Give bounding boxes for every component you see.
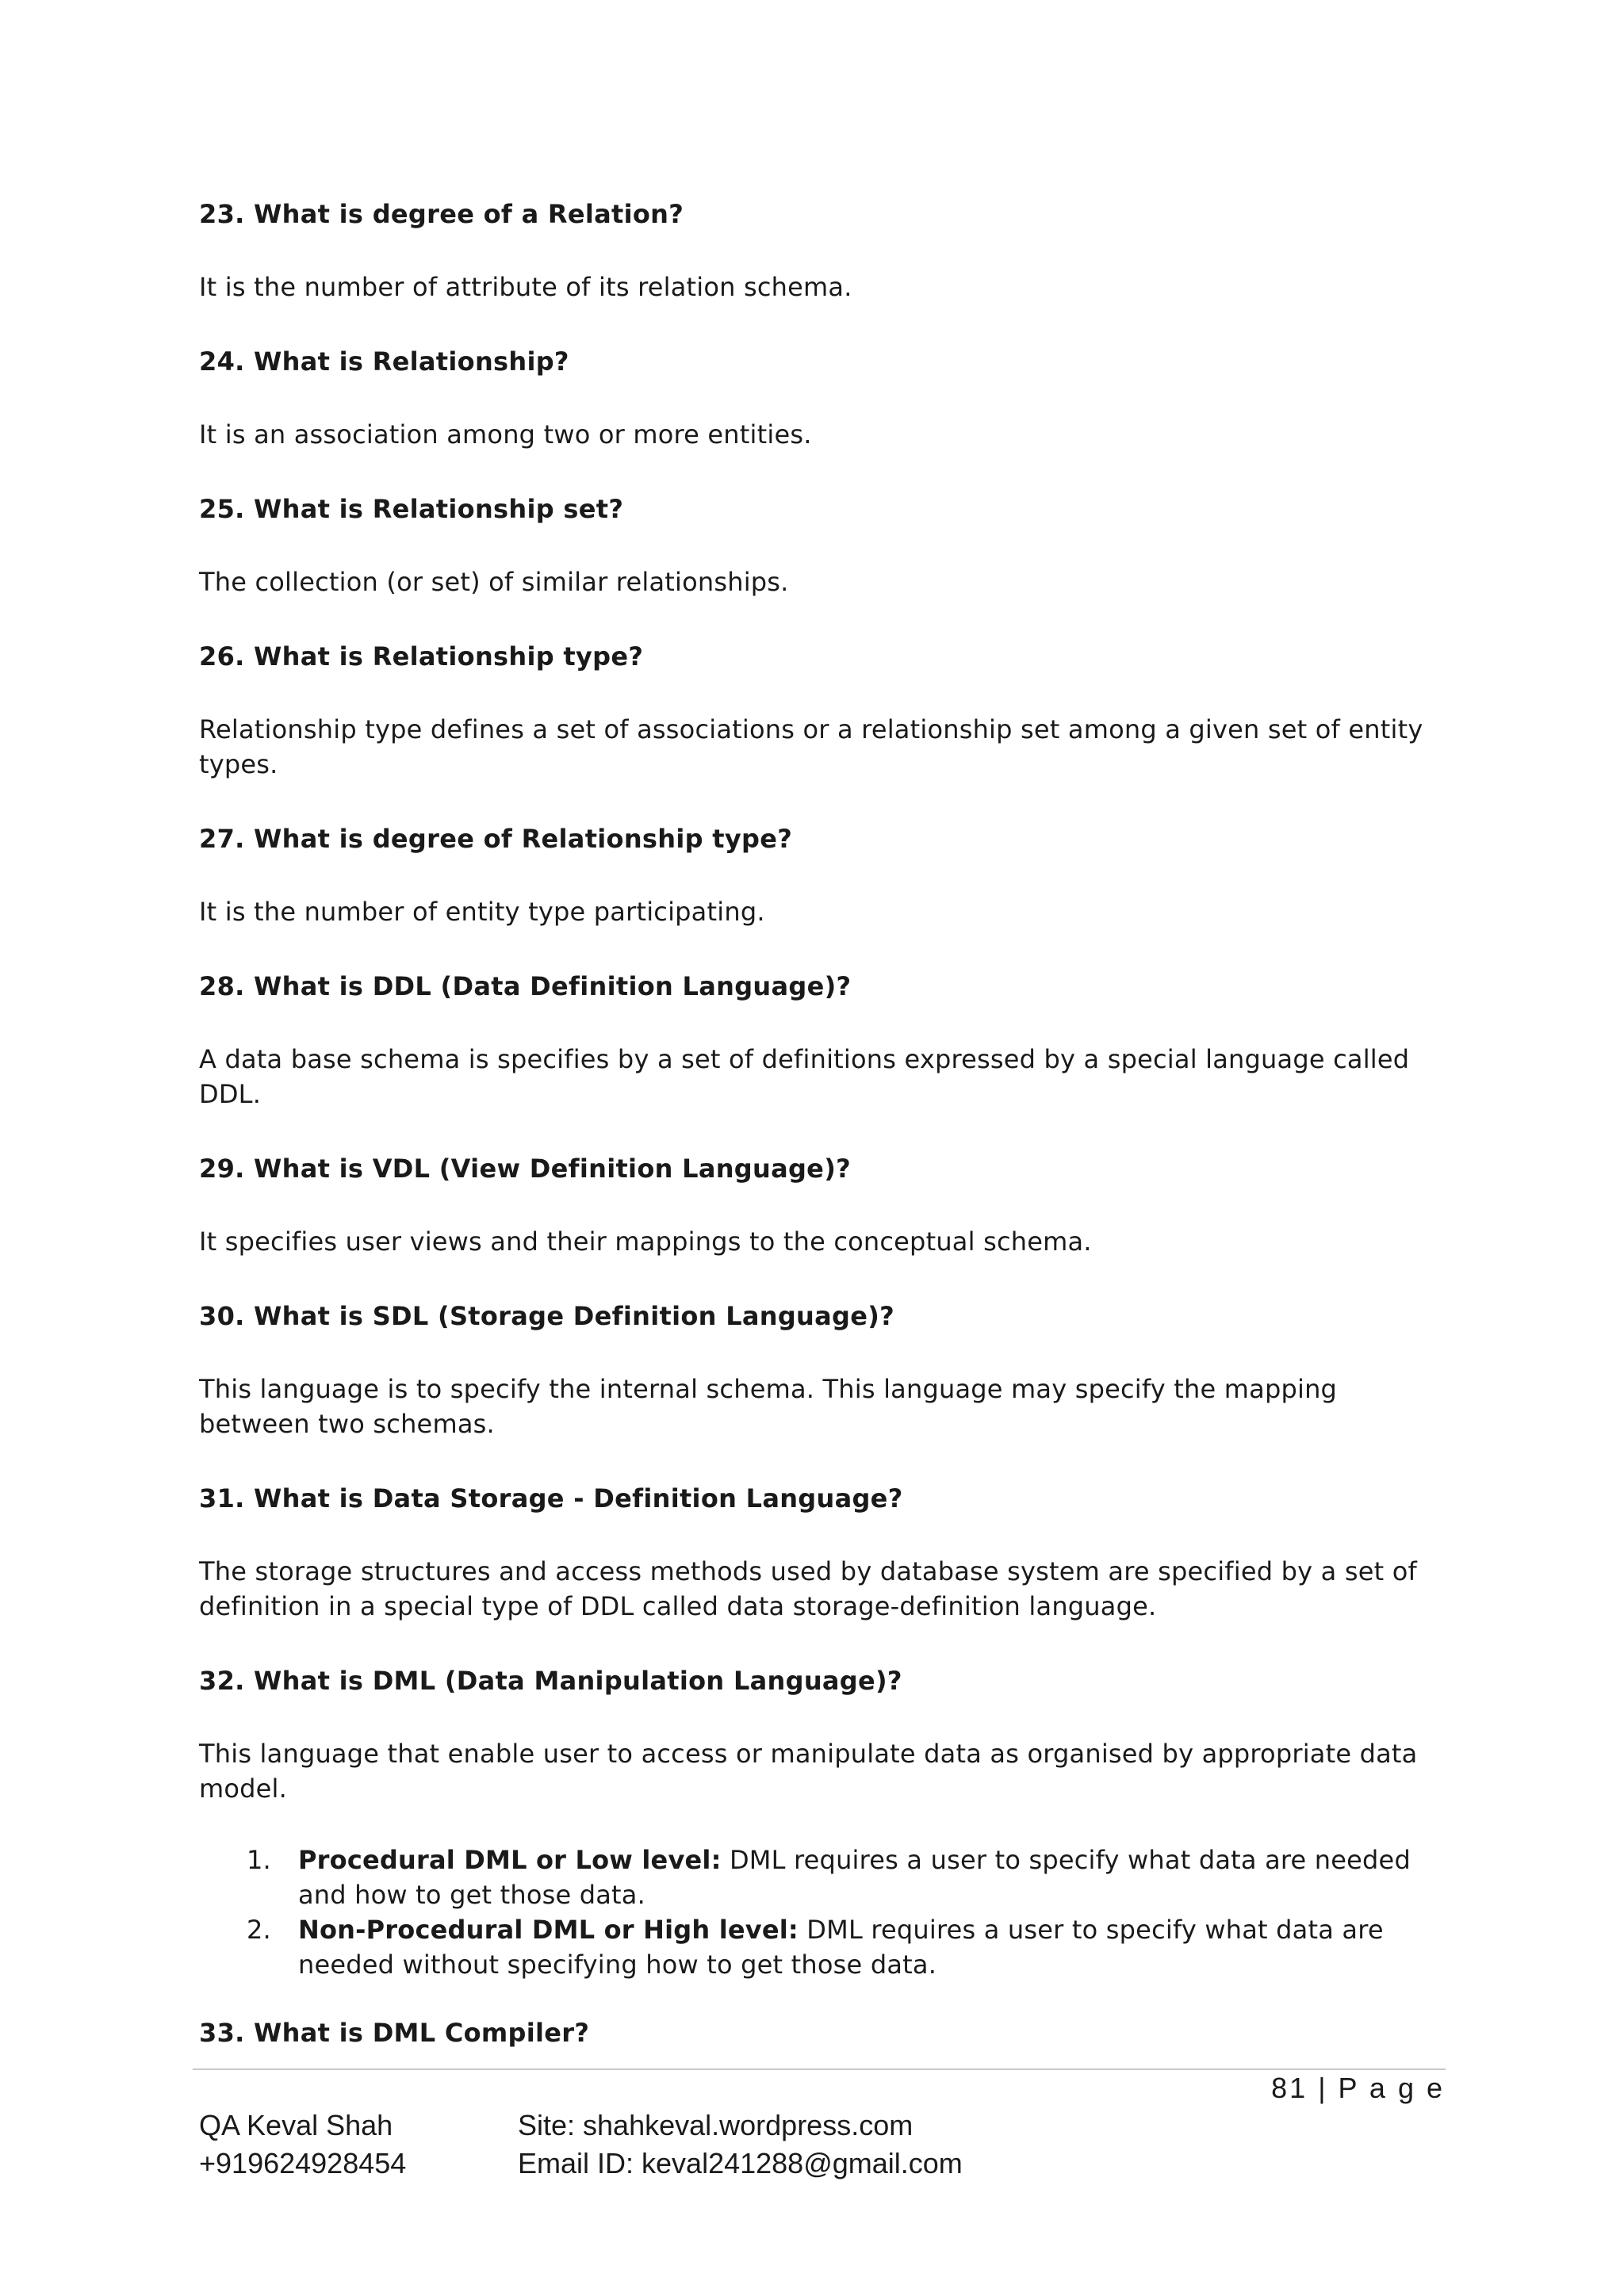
footer-contact-left	[199, 2107, 406, 2183]
qa-item	[199, 1151, 1452, 1259]
answer-text: It specifies user views and their mappings to the conceptual schema.	[199, 1226, 1092, 1257]
answer-text: The collection (or set) of similar relationships.	[199, 567, 789, 597]
footer-divider	[193, 2068, 1446, 2070]
list-item	[199, 1912, 1452, 1982]
question-heading: 25. What is Relationship set?	[199, 494, 624, 524]
qa-item	[199, 492, 1452, 599]
qa-item	[199, 1299, 1452, 1441]
question-heading: 31. What is Data Storage - Definition Language?	[199, 1483, 903, 1513]
list-text: DML requires a user to specify what data are needed without specifying how to get those data.	[298, 1915, 1384, 1980]
dml-types-list	[199, 1843, 1452, 1982]
footer-author: QA Keval Shah	[199, 2109, 393, 2141]
page-number: 81 | P a g e	[1271, 2072, 1445, 2104]
qa-item	[199, 197, 1452, 304]
answer-text: It is the number of entity type participating.	[199, 897, 765, 927]
question-heading: 24. What is Relationship?	[199, 346, 569, 377]
list-number: 2.	[247, 1915, 271, 1945]
list-item	[199, 1843, 1452, 1912]
document-body	[199, 197, 1452, 2088]
qa-item	[199, 344, 1452, 452]
list-text: DML requires a user to specify what data are needed and how to get those data.	[298, 1845, 1411, 1910]
question-heading: 26. What is Relationship type?	[199, 641, 644, 672]
answer-text: This language that enable user to access or manipulate data as organised by appropriate data model.	[199, 1739, 1418, 1804]
footer-contact-right	[518, 2107, 963, 2183]
footer-email: Email ID: keval241288@gmail.com	[518, 2147, 963, 2179]
answer-text: This language is to specify the internal schema. This language may specify the mapping between two schemas.	[199, 1374, 1338, 1439]
list-term: Non-Procedural DML or High level:	[298, 1915, 799, 1945]
answer-text: Relationship type defines a set of associations or a relationship set among a given set of entity types.	[199, 714, 1423, 779]
qa-item	[199, 821, 1452, 929]
answer-text: It is an association among two or more entities.	[199, 419, 812, 450]
qa-item	[199, 639, 1452, 782]
question-heading: 23. What is degree of a Relation?	[199, 199, 684, 229]
question-heading: 33. What is DML Compiler?	[199, 2018, 590, 2048]
answer-text: The storage structures and access methods used by database system are specified by a set of definition in a special type of DDL called data storage-definition language.	[199, 1556, 1417, 1621]
question-heading: 28. What is DDL (Data Definition Language)?	[199, 971, 852, 1001]
list-number: 1.	[247, 1845, 271, 1875]
answer-text: A data base schema is specifies by a set of definitions expressed by a special language called DDL.	[199, 1044, 1410, 1109]
list-term: Procedural DML or Low level:	[298, 1845, 722, 1875]
answer-text: It is the number of attribute of its relation schema.	[199, 272, 852, 302]
footer-phone: +919624928454	[199, 2147, 407, 2179]
question-heading: 30. What is SDL (Storage Definition Language)?	[199, 1301, 895, 1331]
qa-item	[199, 1481, 1452, 1624]
qa-item	[199, 1663, 1452, 1806]
question-heading: 29. What is VDL (View Definition Language)?	[199, 1154, 851, 1184]
question-heading: 32. What is DML (Data Manipulation Language)?	[199, 1666, 902, 1696]
footer-site: Site: shahkeval.wordpress.com	[518, 2109, 914, 2141]
qa-item	[199, 969, 1452, 1112]
question-heading: 27. What is degree of Relationship type?	[199, 824, 793, 854]
